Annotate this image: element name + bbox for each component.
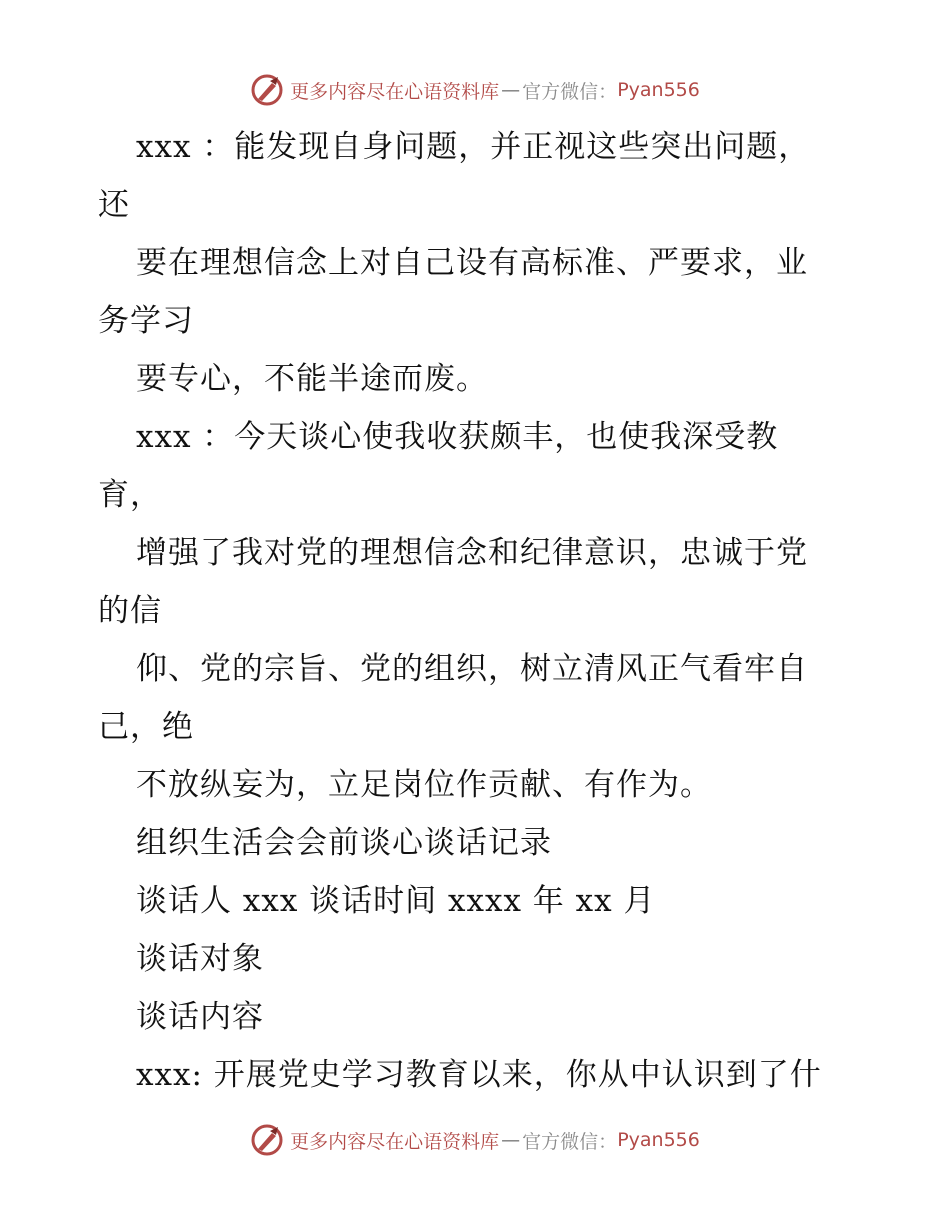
text-line: 己，绝 — [98, 709, 194, 745]
text-line: xxx ：今天谈心使我收获颇丰，也使我深受教 — [136, 419, 779, 455]
document-body — [98, 118, 858, 1104]
text-line: 仰、党的宗旨、党的组织，树立清风正气看牢自 — [136, 651, 808, 687]
record-field-line: 谈话内容 — [136, 999, 264, 1035]
section-heading: 组织生活会会前谈心谈话记录 — [136, 825, 552, 861]
quill-logo-icon — [250, 73, 284, 107]
header-banner — [0, 68, 950, 112]
footer-slogan: 更多内容尽在心语资料库 — [290, 1130, 500, 1153]
text-line: 育， — [98, 477, 162, 513]
text-line: 要专心，不能半途而废。 — [136, 361, 488, 397]
footer-account: Pyan556 — [617, 1129, 700, 1151]
footer-wechat-label: 官方微信： — [522, 1130, 618, 1153]
text-line: xxx: 开展党史学习教育以来，你从中认识到了什 — [136, 1057, 822, 1093]
header-slogan: 更多内容尽在心语资料库 — [290, 80, 500, 103]
text-line: 还 — [98, 187, 130, 223]
record-field-line: 谈话对象 — [136, 941, 264, 977]
header-account: Pyan556 — [617, 79, 700, 101]
text-line: 不放纵妄为，立足岗位作贡献、有作为。 — [136, 767, 712, 803]
text-line: 要在理想信念上对自己设有高标准、严要求，业 — [136, 245, 808, 281]
quill-logo-icon — [250, 1123, 284, 1157]
header-wechat-label: 官方微信： — [522, 80, 618, 103]
header-separator: — — [501, 79, 521, 101]
footer-separator: — — [501, 1129, 521, 1151]
text-line: 的信 — [98, 593, 162, 629]
text-line: 增强了我对党的理想信念和纪律意识，忠诚于党 — [136, 535, 808, 571]
text-line: 务学习 — [98, 303, 194, 339]
record-field-line: 谈话人 xxx 谈话时间 xxxx 年 xx 月 — [136, 883, 656, 919]
text-line: xxx ：能发现自身问题，并正视这些突出问题， — [136, 129, 811, 165]
footer-banner — [0, 1118, 950, 1162]
